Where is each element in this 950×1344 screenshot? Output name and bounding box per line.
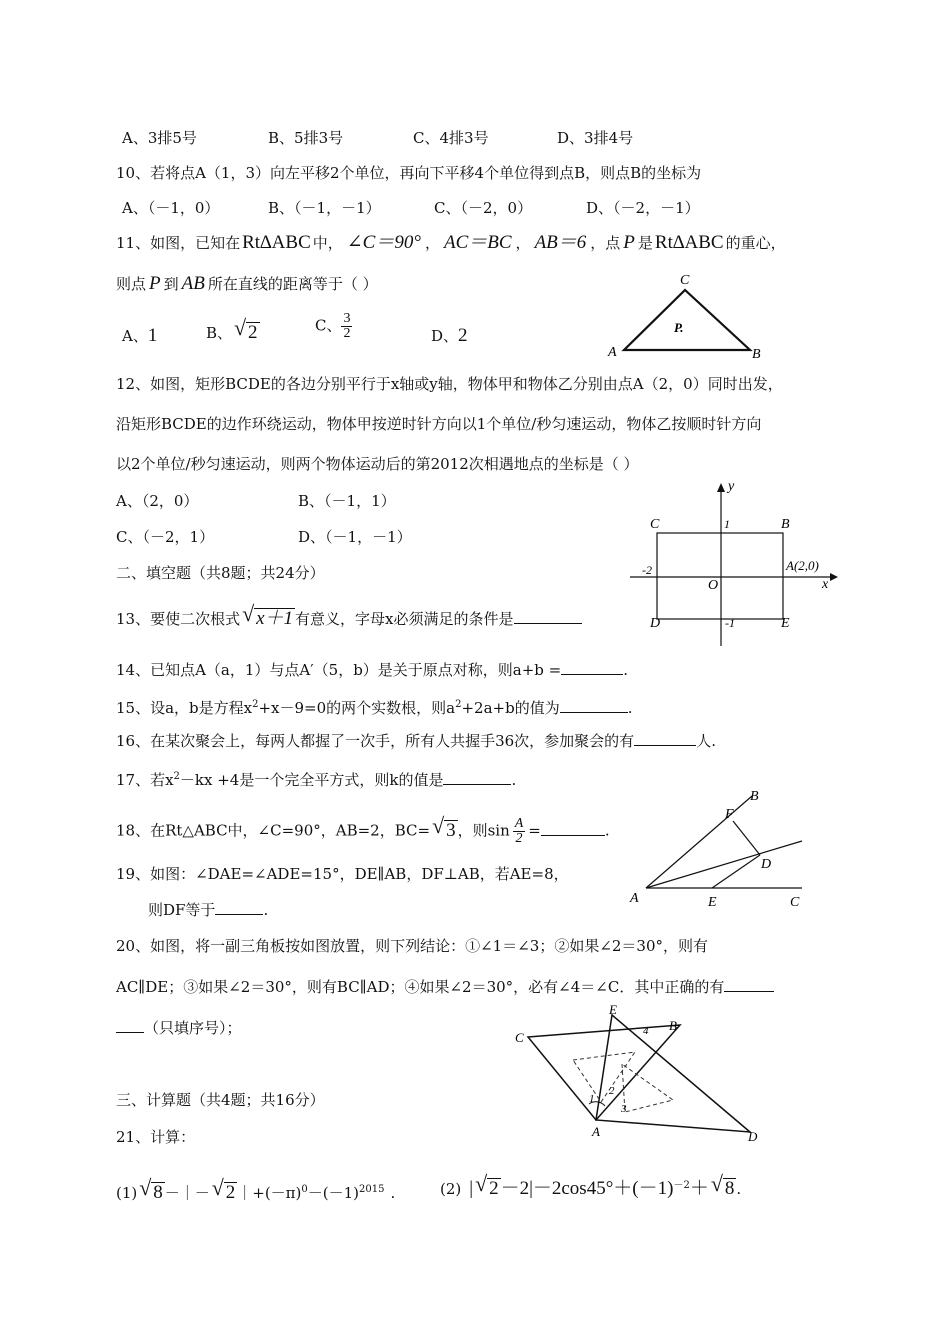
q11-option-a: A、1 [122,325,158,346]
label-angle-4: 4 [643,1025,649,1037]
q13-answer-blank[interactable] [514,609,582,624]
q19-answer-blank[interactable] [215,900,263,915]
line-de [712,855,760,888]
q18: 18、在Rt△ABC中，∠C=90°，AB=2，BC= √ 3 ，则sin $\frac{A}{2}$ = . [116,812,610,846]
inner-dashed-triangle-1 [573,1052,635,1102]
q14-answer-blank[interactable] [561,660,623,675]
q20-line2: AC∥DE；③如果∠2＝30°，则有BC∥AD；④如果∠2＝30°，必有∠4＝∠C．其中正确的有 [116,977,774,997]
q11-option-c: C、 $\frac{3}{2}$ [315,311,351,341]
q12-coordinate-figure [620,478,840,648]
label-d: D [650,616,661,631]
line-df [733,821,760,855]
q20-answer-blank-1[interactable] [724,977,774,992]
q11-line2: 则点 P 到 AB 所在直线的距离等于（ ） [116,273,378,294]
q12-line1: 12、如图，矩形BCDE的各边分别平行于x轴或y轴，物体甲和物体乙分别由点A（2，0）同时出发， [116,375,783,393]
label-d: D [761,857,772,872]
label-e: E [781,616,790,631]
label-b: B [752,347,761,362]
rectangle-bcde [657,533,783,619]
label-b: B [750,789,759,804]
q17-answer-blank[interactable] [443,770,511,785]
q21-part-2: (2) | √ $2 -2|-2\cos 45^\circ+(-1)^{-2}+$ √ 8 . [440,1171,742,1199]
q12-line2: 沿矩形BCDE的边作环绕运动，物体甲按逆时针方向以1个单位/秒匀速运动，物体乙按顺时针方向 [116,415,762,433]
line-ad [646,841,802,888]
q21-title: 21、计算： [116,1128,196,1146]
q20-line3: （只填序号）； [116,1018,242,1038]
line-ab [646,796,752,888]
q9-option-d: D、3排4号 [557,129,634,147]
q11-triangle-figure [600,268,780,364]
triangle-abc [528,1025,680,1120]
q15-answer-blank[interactable] [560,698,628,713]
label-b: B [781,517,790,532]
q12-option-c: C、（－2，1） [116,528,215,546]
section-3-heading: 三、计算题（共4题；共16分） [116,1091,325,1109]
q10-text: 10、若将点A（1，3）向左平移2个单位，再向下平移4个单位得到点B，则点B的坐标为 [116,164,702,182]
label-b: B [669,1018,677,1033]
q20-answer-blank-2[interactable] [116,1018,144,1033]
label-a: A(2,0) [786,558,819,573]
label-angle-1: 1 [589,1093,595,1105]
label-c: C [515,1030,524,1045]
q12-option-d: D、（－1，－1） [298,528,412,546]
label-1: 1 [724,517,730,531]
label-d: D [748,1129,758,1144]
label-a: A [608,345,617,360]
q11-option-d: D、2 [431,325,468,346]
q12-line3: 以2个单位/秒匀速运动，则两个物体运动后的第2012次相遇地点的坐标是（ ） [116,455,639,473]
q11-line1: 11、如图，已知在 Rt∆ABC 中， ∠C＝90° ， AC＝BC ， AB＝6 ，点 P 是 Rt∆ABC 的重心， [116,232,786,253]
q16-answer-blank[interactable] [634,731,696,746]
triangle-abc [624,290,750,350]
q10-option-c: C、（－2，0） [434,199,533,217]
section-2-heading: 二、填空题（共8题；共24分） [116,564,325,582]
q16: 16、在某次聚会上，每两人都握了一次手，所有人共握手36次，参加聚会的有 人. [116,732,716,750]
q9-option-b: B、5排3号 [268,129,344,147]
q9-option-c: C、4排3号 [413,129,489,147]
q10-option-d: D、（－2，－1） [586,199,700,217]
label-o: O [708,578,719,593]
label-c: C [680,273,690,288]
label-y: y [728,479,735,494]
q12-option-a: A、（2，0） [116,492,199,510]
q10-option-b: B、（－1，－1） [268,199,381,217]
label-a: A [592,1124,600,1139]
q9-option-a: A、3排5号 [122,129,197,147]
label-a: A [630,891,639,906]
q15: 15、设a，b是方程$x^2+x-9=0$的两个实数根，则$a^2+2a+b$的值为 . [116,699,633,717]
q14: 14、已知点A（a，1）与点A′（5，b）是关于原点对称，则a+b = . [116,661,629,679]
label-angle-2: 2 [609,1085,615,1097]
label-e: E [609,1002,617,1017]
q13: 13、要使二次根式 √ x＋1 有意义，字母x必须满足的条件是 [116,608,582,629]
label-angle-3: 3 [621,1103,627,1115]
x-axis-arrow [830,573,838,581]
q21-part-1: (1) √ 8 －｜－ √ 2 $|+(-\pi)^0-(-1)^{2015}$ . [116,1175,396,1203]
y-axis-arrow [717,483,725,492]
label-p: P. [674,320,684,335]
q17: 17、若$x^2-kx +4$是一个完全平方式，则k的值是 . [116,771,517,789]
label-x: x [822,577,829,592]
label-neg2: -2 [642,563,652,577]
q11-option-b: B、 √ 2 [206,315,258,343]
inner-dashed-triangle-2 [622,1064,673,1112]
q10-option-a: A、（－1，0） [122,199,220,217]
q18-answer-blank[interactable] [541,821,605,836]
q12-option-b: B、（－1，1） [298,492,396,510]
label-c: C [790,895,800,910]
q20-triangle-rulers-figure [505,1000,775,1145]
label-f: F [725,807,734,822]
q19-line1: 19、如图：∠DAE=∠ADE=15°，DE∥AB，DF⊥AB，若AE=8， [116,865,569,883]
q20-line1: 20、如图，将一副三角板按如图放置，则下列结论：①∠1＝∠3；②如果∠2＝30°，则有 [116,937,709,955]
label-neg1: -1 [725,616,735,630]
q19-geometry-figure [620,780,820,910]
label-e: E [708,895,717,910]
q19-line2: 则DF等于 . [148,901,269,919]
label-c: C [650,517,660,532]
